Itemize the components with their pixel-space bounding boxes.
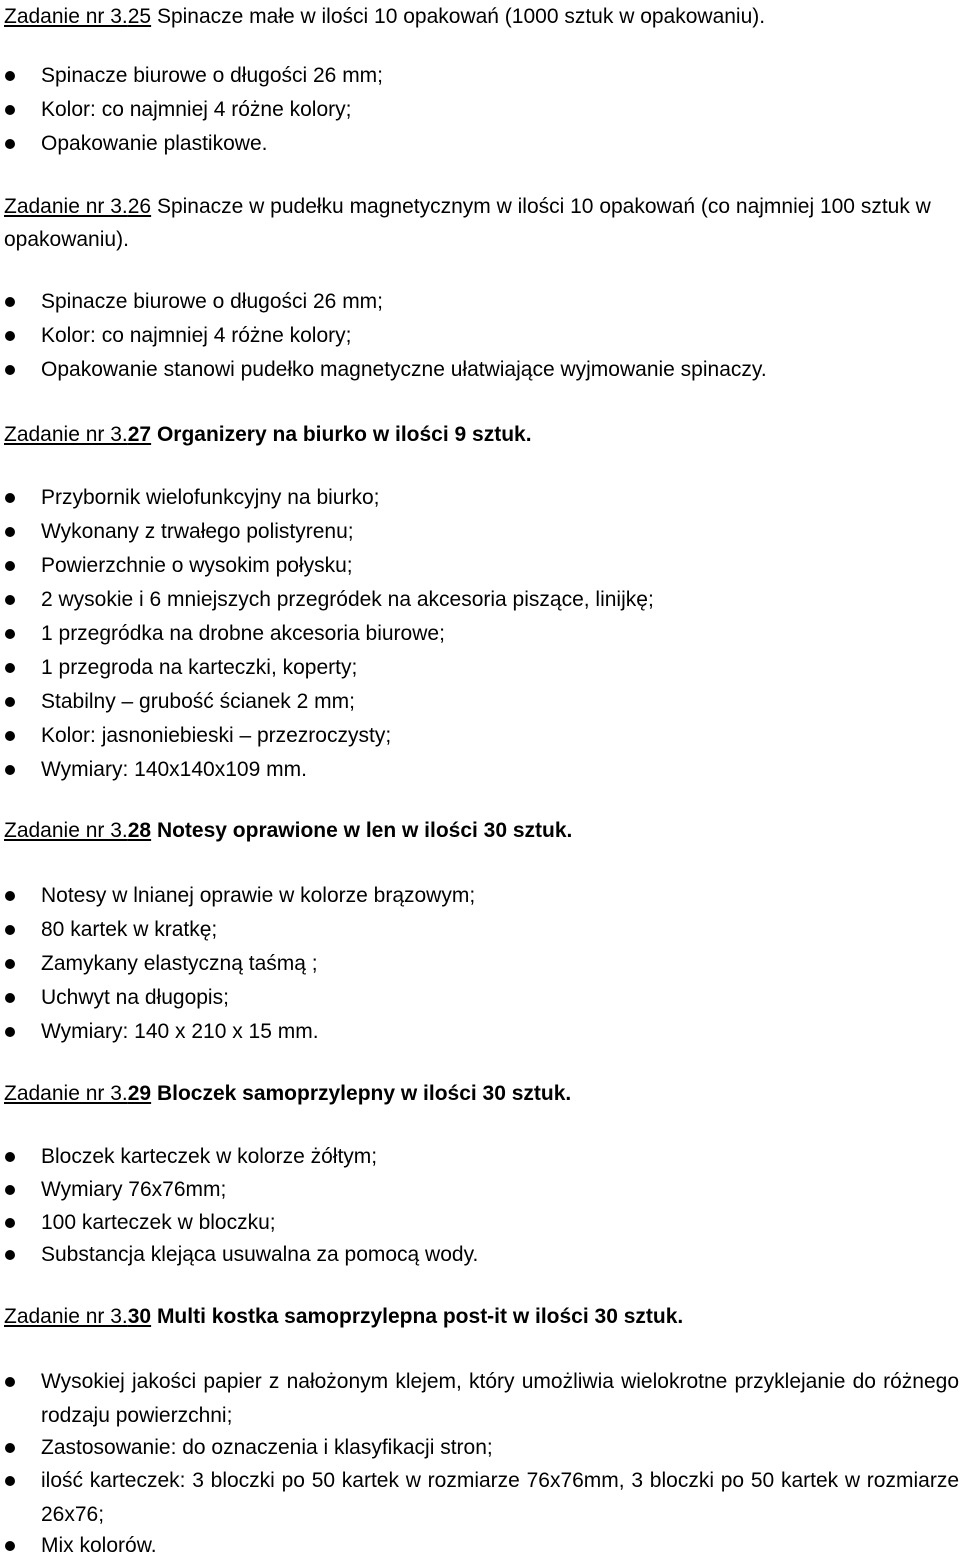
bullet-icon (5, 105, 15, 115)
bullet-icon (5, 1476, 15, 1486)
list-item-text: Spinacze biurowe o długości 26 mm; (41, 290, 384, 313)
list-item-text: Kolor: jasnoniebieski – przezroczysty; (41, 724, 392, 747)
heading-number: 27 (127, 423, 152, 446)
list-item-text: Mix kolorów. (41, 1534, 157, 1557)
section-heading (4, 0, 959, 33)
section-heading (4, 1300, 959, 1333)
heading-text: Multi kostka samoprzylepna post-it w ilości 30 sztuk. (151, 1305, 684, 1328)
heading-prefix: Zadanie nr 3. (4, 423, 128, 446)
heading-prefix: Zadanie nr 3. (4, 1082, 128, 1105)
list-item-text: Zamykany elastyczną taśmą ; (41, 952, 318, 975)
bullet-icon (5, 595, 15, 605)
heading-prefix: Zadanie nr 3. (4, 195, 128, 218)
bullet-icon (5, 1152, 15, 1162)
list-item-text: Powierzchnie o wysokim połysku; (41, 554, 353, 577)
list-item-text: Wymiary 76x76mm; (41, 1178, 227, 1201)
bullet-icon (5, 1541, 15, 1551)
bullet-icon (5, 765, 15, 775)
list-item-text: Wymiary: 140x140x109 mm. (41, 758, 307, 781)
heading-text: Spinacze małe w ilości 10 opakowań (1000 sztuk w opakowaniu). (151, 5, 766, 28)
list-item-text: 2 wysokie i 6 mniejszych przegródek na akcesoria piszące, linijkę; (41, 588, 654, 611)
section-heading (4, 1077, 959, 1110)
list-item-text: Substancja klejąca usuwalna za pomocą wody. (41, 1243, 479, 1266)
list-item-text: Uchwyt na długopis; (41, 986, 229, 1009)
bullet-icon (5, 1185, 15, 1195)
section-heading (4, 190, 959, 256)
bullet-icon (5, 891, 15, 901)
heading-number: 26 (127, 195, 152, 218)
heading-text: Bloczek samoprzylepny w ilości 30 sztuk. (151, 1082, 572, 1105)
bullet-icon (5, 925, 15, 935)
list-item-text: Notesy w lnianej oprawie w kolorze brązowym; (41, 884, 476, 907)
list-item-text: Kolor: co najmniej 4 różne kolory; (41, 98, 352, 121)
list-item-text: Kolor: co najmniej 4 różne kolory; (41, 324, 352, 347)
section-heading (4, 418, 959, 451)
bullet-icon (5, 527, 15, 537)
list-item-text: Wykonany z trwałego polistyrenu; (41, 520, 354, 543)
bullet-icon (5, 993, 15, 1003)
bullet-icon (5, 1218, 15, 1228)
list-item-text: Spinacze biurowe o długości 26 mm; (41, 64, 384, 87)
list-item-text: 1 przegródka na drobne akcesoria biurowe; (41, 622, 445, 645)
bullet-icon (5, 297, 15, 307)
heading-number: 30 (127, 1305, 152, 1328)
bullet-icon (5, 697, 15, 707)
list-item-text: Przybornik wielofunkcyjny na biurko; (41, 486, 380, 509)
heading-prefix: Zadanie nr 3. (4, 1305, 128, 1328)
list-item-text: Wysokiej jakości papier z nałożonym klejem, który umożliwia wielokrotne przyklejanie do różnego rodzaju powierzchni; (41, 1370, 959, 1427)
list-item-text: Opakowanie plastikowe. (41, 132, 268, 155)
heading-number: 25 (127, 5, 152, 28)
list-item-text: 1 przegroda na karteczki, koperty; (41, 656, 358, 679)
heading-prefix: Zadanie nr 3. (4, 5, 128, 28)
list-item-text: Zastosowanie: do oznaczenia i klasyfikacji stron; (41, 1436, 493, 1459)
bullet-icon (5, 663, 15, 673)
bullet-icon (5, 331, 15, 341)
bullet-icon (5, 1250, 15, 1260)
heading-text: Notesy oprawione w len w ilości 30 sztuk. (151, 819, 573, 842)
list-item-text: 80 kartek w kratkę; (41, 918, 218, 941)
list-item-text: Bloczek karteczek w kolorze żółtym; (41, 1145, 378, 1168)
bullet-icon (5, 561, 15, 571)
list-item-text: 100 karteczek w bloczku; (41, 1211, 276, 1234)
heading-prefix: Zadanie nr 3. (4, 819, 128, 842)
bullet-icon (5, 731, 15, 741)
section-heading (4, 814, 959, 847)
heading-text: Spinacze w pudełku magnetycznym w ilości 10 opakowań (co najmniej 100 sztuk w opakowaniu). (4, 195, 931, 251)
bullet-icon (5, 959, 15, 969)
bullet-icon (5, 629, 15, 639)
heading-text: Organizery na biurko w ilości 9 sztuk. (151, 423, 532, 446)
bullet-icon (5, 1443, 15, 1453)
bullet-icon (5, 365, 15, 375)
list-item-text: Wymiary: 140 x 210 x 15 mm. (41, 1020, 319, 1043)
list-item-text: ilość karteczek: 3 bloczki po 50 kartek w rozmiarze 76x76mm, 3 bloczki po 50 kartek w rozmiarze 26x76; (41, 1469, 959, 1526)
bullet-icon (5, 139, 15, 149)
list-item-text: Stabilny – grubość ścianek 2 mm; (41, 690, 355, 713)
bullet-icon (5, 493, 15, 503)
list-item-text: Opakowanie stanowi pudełko magnetyczne ułatwiające wyjmowanie spinaczy. (41, 358, 767, 381)
bullet-icon (5, 1377, 15, 1387)
bullet-icon (5, 71, 15, 81)
heading-number: 28 (127, 819, 152, 842)
bullet-icon (5, 1027, 15, 1037)
heading-number: 29 (127, 1082, 152, 1105)
